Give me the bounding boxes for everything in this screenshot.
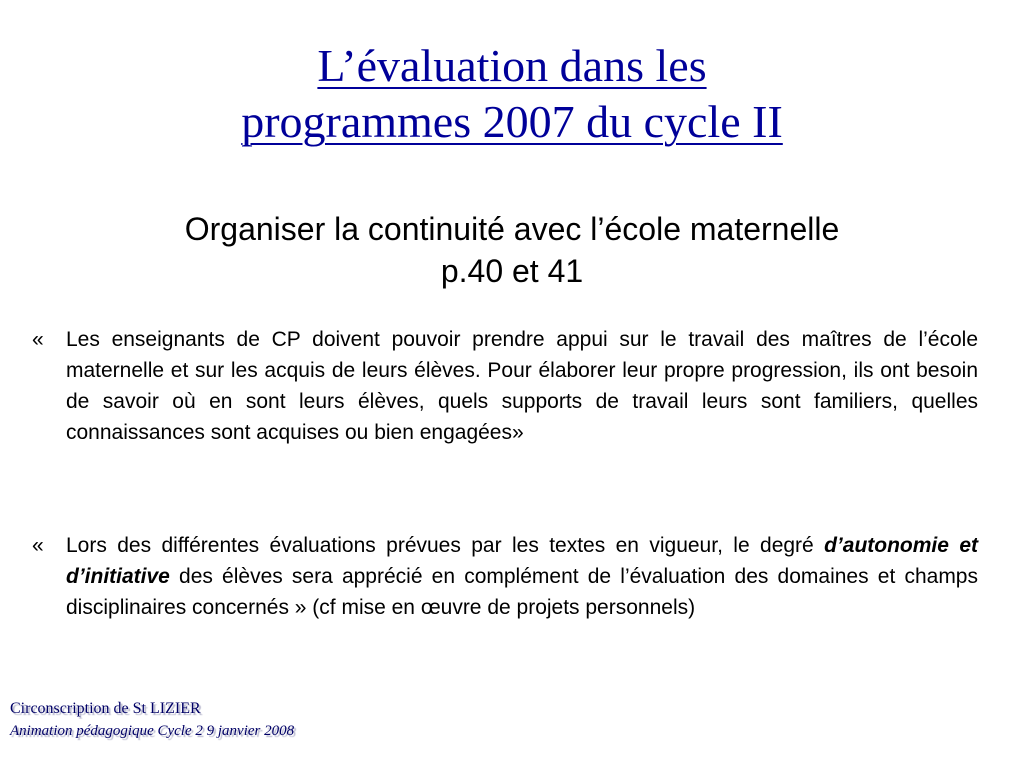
- quote-bullet-2: «: [32, 534, 44, 557]
- quote-text-2-before: Lors des différentes évaluations prévues par les textes en vigueur, le degré: [66, 534, 825, 557]
- quote-paragraph-2: [32, 530, 978, 623]
- quote-bullet-1: «: [32, 328, 44, 351]
- slide-title: [0, 38, 1024, 150]
- slide-subtitle: [0, 208, 1024, 292]
- footer-animation-text: Animation pédagogique Cycle 2 9 janvier 2008: [10, 723, 295, 739]
- slide-title-line1: L’évaluation dans les: [317, 40, 707, 91]
- quote-text-1: Les enseignants de CP doivent pouvoir prendre appui sur le travail des maîtres de l’école maternelle et sur les acquis de leurs élèves. Pour élaborer leur propre progression, ils ont besoin de savoir où en sont leurs élèves, quels supports de travail leurs sont familiers, quelles connaissances sont acquises ou bien engagées»: [66, 328, 978, 444]
- footer-circonscription: [10, 699, 201, 719]
- quote-text-2-after: des élèves sera apprécié en complément de l’évaluation des domaines et champs disciplinaires concernés » (cf mise en œuvre de projets personnels): [66, 565, 978, 619]
- slide-subtitle-line2: p.40 et 41: [440, 253, 584, 289]
- footer-circonscription-text: Circonscription de St LIZIER: [10, 700, 201, 717]
- quote-paragraph-1: [32, 324, 978, 448]
- quote-text-2-emphasis: d’autonomie et d’initiative: [66, 534, 978, 588]
- slide-title-line2: programmes 2007 du cycle II: [241, 96, 783, 147]
- slide-subtitle-line1: Organiser la continuité avec l’école maternelle: [184, 211, 840, 247]
- footer-animation: [10, 721, 294, 741]
